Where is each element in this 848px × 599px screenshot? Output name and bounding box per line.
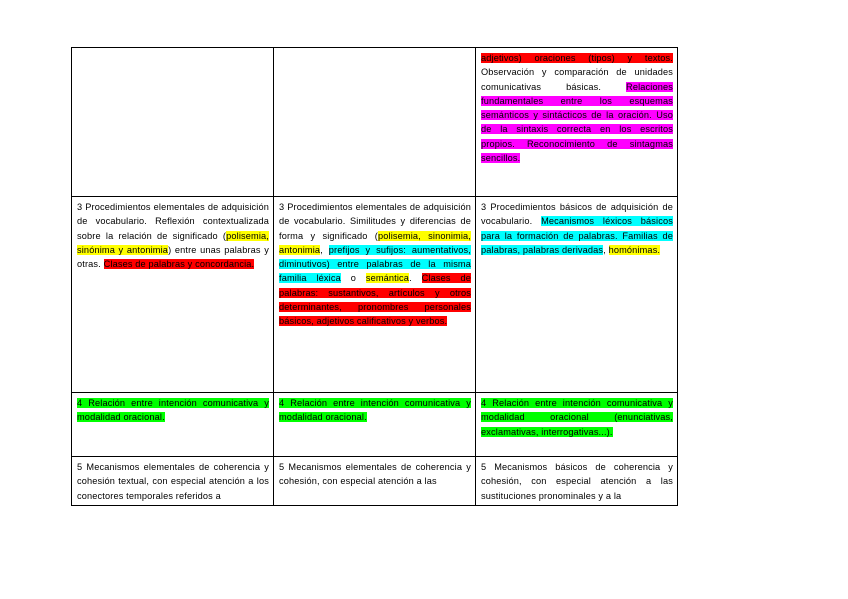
highlight-yellow: semántica [365, 273, 410, 284]
table-row [72, 457, 678, 506]
cell-text: , [603, 244, 609, 255]
table-cell [72, 48, 274, 197]
cell-text: ) entre unas palabras y otras. [77, 244, 269, 270]
table-cell [476, 197, 678, 393]
table-body [72, 48, 678, 506]
table-cell [476, 457, 678, 506]
cell-text: . [409, 273, 422, 284]
table-cell [72, 393, 274, 457]
table-cell [72, 457, 274, 506]
table-cell [476, 48, 678, 197]
table-cell [274, 197, 476, 393]
cell-text: 5 Mecanismos elementales de coherencia y cohesión textual, con especial atención a los conectores temporales referidos a [77, 462, 269, 501]
highlight-red: Clases de palabras: sustantivos, artículos y otros determinantes, pronombres personales básicos, adjetivos calificativos y verbos. [279, 273, 471, 327]
cell-text: 5 Mecanismos elementales de coherencia y cohesión, con especial atención a las [279, 462, 471, 487]
highlight-yellow: homónimas. [608, 244, 661, 255]
highlight-magenta: Relaciones fundamentales entre los esquemas semánticos y sintácticos de la oración. Uso de la sintaxis correcta en los escritos propios. Reconocimiento de sintagmas sencillos. [481, 81, 673, 164]
cell-text: , [320, 244, 329, 255]
table-row [72, 393, 678, 457]
highlight-yellow: polisemia, sinonimia, antonimia [279, 230, 471, 255]
cell-text: 3 Procedimientos elementales de adquisición de vocabulario. Similitudes y diferencias de forma y significado ( [279, 202, 471, 241]
highlight-green: 4 Relación entre intención comunicativa y modalidad oracional. [77, 398, 269, 423]
highlight-red: adjetivos) oraciones (tipos) y textos. [481, 53, 673, 63]
table-cell [274, 48, 476, 197]
curriculum-table [71, 47, 678, 506]
highlight-cyan: prefijos y sufijos: aumentativos, diminutivos) entre palabras de la misma familia léxica [279, 244, 471, 284]
highlight-green: 4 Relación entre intención comunicativa y modalidad oracional. [279, 398, 471, 423]
cell-text: 3 Procedimientos elementales de adquisición de vocabulario. Reflexión contextualizada sobre la relación de significado ( [77, 202, 269, 241]
table-cell [476, 393, 678, 457]
table-cell [274, 457, 476, 506]
table-cell [72, 197, 274, 393]
table-row [72, 197, 678, 393]
table-row [72, 48, 678, 197]
table-cell [274, 393, 476, 457]
highlight-cyan: Mecanismos léxicos básicos para la formación de palabras. Familias de palabras, palabras derivadas [481, 216, 673, 255]
cell-text: Observación y comparación de unidades comunicativas básicas. [481, 67, 673, 92]
cell-text: 3 Procedimientos básicos de adquisición de vocabulario. [481, 202, 673, 227]
highlight-red: Clases de palabras y concordancia. [103, 259, 255, 270]
cell-text: o [340, 273, 366, 284]
highlight-yellow: polisemia, sinónima y antonimia [77, 230, 269, 255]
cell-text: 5 Mecanismos básicos de coherencia y cohesión, con especial atención a las sustituciones pronominales y a la [481, 462, 673, 501]
highlight-green: 4 Relación entre intención comunicativa y modalidad oracional (enunciativas, exclamativas, interrogativas...). [481, 398, 673, 437]
